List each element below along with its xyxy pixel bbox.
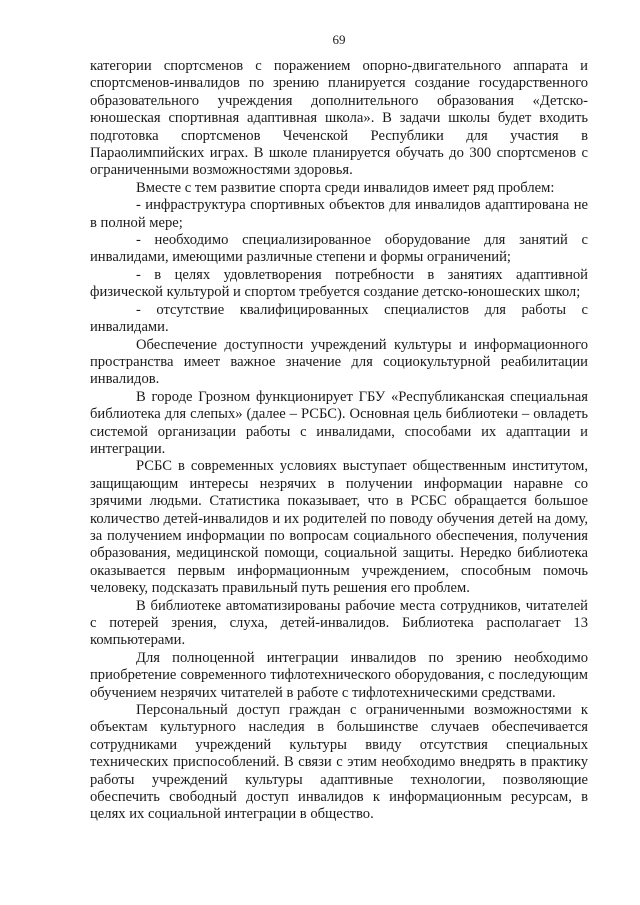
paragraph-personal-access: Персональный доступ граждан с ограниченными возможностями к объектам культурного наследия в большинстве случаев обеспечивается сотрудниками учреждений культуры ввиду отсутствия специальных технических приспособлений. В связи с этим необходимо внедрять в практику работы учреждений культуры адаптивные технологии, позволяющие обеспечить свободный доступ инвалидов к информационным ресурсам, в целях их социальной интеграции в общество. [90,702,588,823]
document-page [90,32,588,824]
paragraph-continuation: категории спортсменов с поражением опорно-двигательного аппарата и спортсменов-инвалидов по зрению планируется создание государственного образовательного учреждения дополнительного образования «Детско-юношеская спортивная адаптивная школа». В задачи школы будет входить подготовка спортсменов Чеченской Республики для участия в Параолимпийских играх. В школе планируется обучать до 300 спортсменов с ограниченными возможностями здоровья. [90,58,588,179]
list-item-specialists: - отсутствие квалифицированных специалистов для работы с инвалидами. [90,301,588,336]
body-text [90,58,588,824]
page-number: 69 [332,32,346,47]
list-item-schools: - в целях удовлетворения потребности в занятиях адаптивной физической культурой и спортом требуется создание детско-юношеских школ; [90,266,588,301]
list-item-infrastructure: - инфраструктура спортивных объектов для инвалидов адаптирована не в полной мере; [90,197,588,231]
paragraph-equipment-need: Для полноценной интеграции инвалидов по зрению необходимо приобретение современного тифлотехнического оборудования, с последующим обучением незрячих читателей в работе с тифлотехническими средствами. [90,649,588,701]
list-item-equipment: - необходимо специализированное оборудование для занятий с инвалидами, имеющими различные степени и формы ограничений; [90,232,588,266]
paragraph-problems-intro: Вместе с тем развитие спорта среди инвалидов имеет ряд проблем: [136,179,555,196]
paragraph-accessibility: Обеспечение доступности учреждений культуры и информационного пространства имеет важное значение для социокультурной реабилитации инвалидов. [90,336,588,388]
paragraph-library-intro: В городе Грозном функционирует ГБУ «Республиканская специальная библиотека для слепых» (далее – РСБС). Основная цель библиотеки – овладеть системой организации работы с инвалидами, способами их адаптации и интеграции. [90,388,588,457]
paragraph-workstations: В библиотеке автоматизированы рабочие места сотрудников, читателей с потерей зрения, слуха, детей-инвалидов. Библиотека располагает 13 компьютерами. [90,597,588,649]
paragraph-library-role: РСБС в современных условиях выступает общественным институтом, защищающим интересы незрячих в получении информации наравне со зрячими людьми. Статистика показывает, что в РСБС обращается большое количество детей-инвалидов и их родителей по поводу обучения детей на дому, за получением информации по вопросам социального обеспечения, получения образования, медицинской помощи, социальной защиты. Нередко библиотека оказывается первым информационным учреждением, способным помочь человеку, подсказать правильный путь решения его проблем. [90,458,588,597]
